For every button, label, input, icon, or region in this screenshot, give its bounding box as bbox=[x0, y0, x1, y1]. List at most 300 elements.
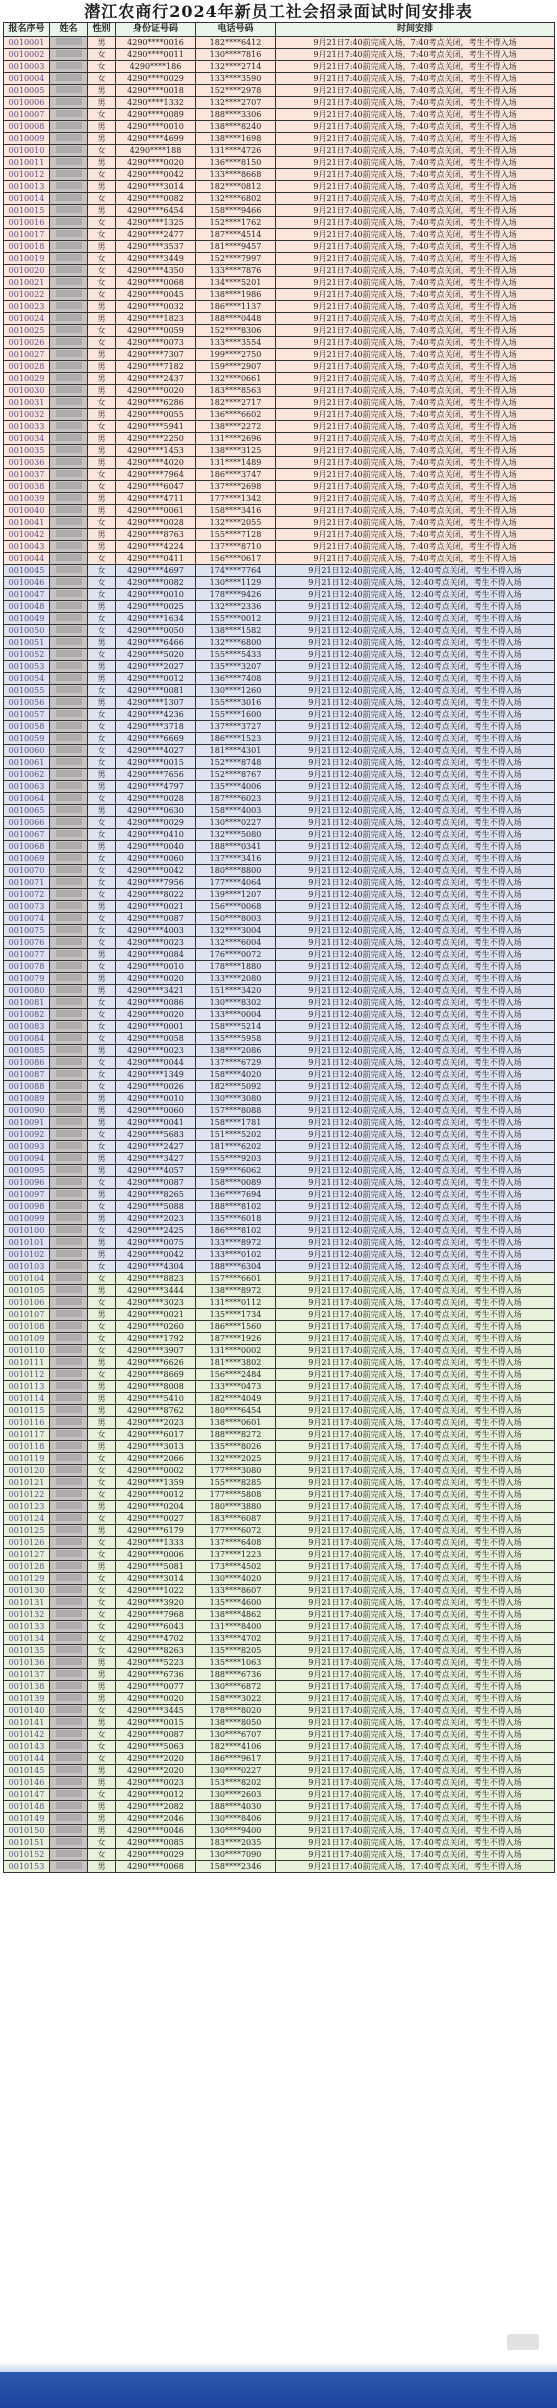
phone-cell: 186****1560 bbox=[196, 1321, 276, 1333]
redaction-blur bbox=[56, 638, 82, 645]
phone-cell: 132****2025 bbox=[196, 1453, 276, 1465]
phone-cell: 155****3016 bbox=[196, 697, 276, 709]
gender-cell: 男 bbox=[88, 1309, 116, 1321]
table-row bbox=[4, 745, 555, 757]
reg-no-cell: 0010057 bbox=[4, 709, 50, 721]
reg-no-cell: 0010014 bbox=[4, 193, 50, 205]
redaction-blur bbox=[56, 1478, 82, 1485]
reg-no-cell: 0010070 bbox=[4, 865, 50, 877]
reg-no-cell: 0010113 bbox=[4, 1381, 50, 1393]
table-row bbox=[4, 961, 555, 973]
reg-no-cell: 0010002 bbox=[4, 49, 50, 61]
gender-cell: 男 bbox=[88, 361, 116, 373]
schedule-cell: 9月21日17:40前完成入场，17:40考点关闭，考生不得入场 bbox=[276, 1465, 555, 1477]
gender-cell: 男 bbox=[88, 433, 116, 445]
phone-cell: 177****4064 bbox=[196, 877, 276, 889]
gender-cell: 女 bbox=[88, 1633, 116, 1645]
redaction-blur bbox=[56, 830, 82, 837]
schedule-cell: 9月21日7:40前完成入场，7:40考点关闭，考生不得入场 bbox=[276, 73, 555, 85]
id-number-cell: 4290****0084 bbox=[116, 949, 196, 961]
reg-no-cell: 0010121 bbox=[4, 1477, 50, 1489]
redaction-blur bbox=[56, 1562, 82, 1569]
phone-cell: 158****5214 bbox=[196, 1021, 276, 1033]
table-row bbox=[4, 913, 555, 925]
reg-no-cell: 0010047 bbox=[4, 589, 50, 601]
redaction-blur bbox=[56, 1034, 82, 1041]
phone-cell: 132****0661 bbox=[196, 373, 276, 385]
table-row bbox=[4, 1777, 555, 1789]
redaction-blur bbox=[56, 86, 82, 93]
phone-cell: 133****3554 bbox=[196, 337, 276, 349]
phone-cell: 158****4020 bbox=[196, 1069, 276, 1081]
table-row bbox=[4, 841, 555, 853]
name-cell-redacted bbox=[50, 133, 88, 145]
gender-cell: 男 bbox=[88, 541, 116, 553]
redaction-blur bbox=[56, 422, 82, 429]
id-number-cell: 4290****1453 bbox=[116, 445, 196, 457]
id-number-cell: 4290****0085 bbox=[116, 1837, 196, 1849]
reg-no-cell: 0010021 bbox=[4, 277, 50, 289]
id-number-cell: 4290****2023 bbox=[116, 1417, 196, 1429]
table-row bbox=[4, 205, 555, 217]
gender-cell: 女 bbox=[88, 1273, 116, 1285]
gender-cell: 女 bbox=[88, 1729, 116, 1741]
redaction-blur bbox=[56, 1298, 82, 1305]
redaction-blur bbox=[56, 1154, 82, 1161]
name-cell-redacted bbox=[50, 1813, 88, 1825]
phone-cell: 188****8272 bbox=[196, 1429, 276, 1441]
phone-cell: 176****0072 bbox=[196, 949, 276, 961]
gender-cell: 男 bbox=[88, 157, 116, 169]
id-number-cell: 4290****0026 bbox=[116, 1081, 196, 1093]
schedule-cell: 9月21日12:40前完成入场，12:40考点关闭，考生不得入场 bbox=[276, 649, 555, 661]
table-row bbox=[4, 289, 555, 301]
table-row bbox=[4, 1033, 555, 1045]
redaction-blur bbox=[56, 1838, 82, 1845]
name-cell-redacted bbox=[50, 1141, 88, 1153]
table-row bbox=[4, 661, 555, 673]
phone-cell: 159****2907 bbox=[196, 361, 276, 373]
name-cell-redacted bbox=[50, 673, 88, 685]
gender-cell: 男 bbox=[88, 349, 116, 361]
reg-no-cell: 0010055 bbox=[4, 685, 50, 697]
schedule-cell: 9月21日12:40前完成入场，12:40考点关闭，考生不得入场 bbox=[276, 853, 555, 865]
reg-no-cell: 0010073 bbox=[4, 901, 50, 913]
id-number-cell: 4290****0410 bbox=[116, 829, 196, 841]
table-row bbox=[4, 1045, 555, 1057]
schedule-cell: 9月21日17:40前完成入场，17:40考点关闭，考生不得入场 bbox=[276, 1561, 555, 1573]
phone-cell: 135****4006 bbox=[196, 781, 276, 793]
table-row bbox=[4, 1321, 555, 1333]
id-number-cell: 4290****0077 bbox=[116, 1681, 196, 1693]
redaction-blur bbox=[56, 1406, 82, 1413]
schedule-cell: 9月21日7:40前完成入场，7:40考点关闭，考生不得入场 bbox=[276, 265, 555, 277]
reg-no-cell: 0010081 bbox=[4, 997, 50, 1009]
phone-cell: 178****8020 bbox=[196, 1705, 276, 1717]
table-row bbox=[4, 553, 555, 565]
gender-cell: 男 bbox=[88, 601, 116, 613]
phone-cell: 152****2978 bbox=[196, 85, 276, 97]
redaction-blur bbox=[56, 950, 82, 957]
redaction-blur bbox=[56, 758, 82, 765]
gender-cell: 女 bbox=[88, 337, 116, 349]
table-row bbox=[4, 1753, 555, 1765]
table-row bbox=[4, 1309, 555, 1321]
phone-cell: 153****8202 bbox=[196, 1777, 276, 1789]
schedule-cell: 9月21日7:40前完成入场，7:40考点关闭，考生不得入场 bbox=[276, 301, 555, 313]
blurred-watermark bbox=[507, 2334, 539, 2350]
reg-no-cell: 0010058 bbox=[4, 721, 50, 733]
table-row bbox=[4, 1081, 555, 1093]
schedule-cell: 9月21日17:40前完成入场，17:40考点关闭，考生不得入场 bbox=[276, 1393, 555, 1405]
id-number-cell: 4290****5410 bbox=[116, 1393, 196, 1405]
reg-no-cell: 0010067 bbox=[4, 829, 50, 841]
name-cell-redacted bbox=[50, 985, 88, 997]
name-cell-redacted bbox=[50, 1801, 88, 1813]
reg-no-cell: 0010122 bbox=[4, 1489, 50, 1501]
redaction-blur bbox=[56, 494, 82, 501]
reg-no-cell: 0010006 bbox=[4, 97, 50, 109]
gender-cell: 男 bbox=[88, 805, 116, 817]
name-cell-redacted bbox=[50, 1825, 88, 1837]
reg-no-cell: 0010151 bbox=[4, 1837, 50, 1849]
reg-no-cell: 0010145 bbox=[4, 1765, 50, 1777]
id-number-cell: 4290****0042 bbox=[116, 1249, 196, 1261]
schedule-cell: 9月21日7:40前完成入场，7:40考点关闭，考生不得入场 bbox=[276, 457, 555, 469]
gender-cell: 男 bbox=[88, 1669, 116, 1681]
gender-cell: 男 bbox=[88, 1237, 116, 1249]
gender-cell: 女 bbox=[88, 1465, 116, 1477]
schedule-cell: 9月21日17:40前完成入场，17:40考点关闭，考生不得入场 bbox=[276, 1837, 555, 1849]
table-row bbox=[4, 157, 555, 169]
phone-cell: 159****6062 bbox=[196, 1165, 276, 1177]
schedule-cell: 9月21日7:40前完成入场，7:40考点关闭，考生不得入场 bbox=[276, 229, 555, 241]
schedule-cell: 9月21日17:40前完成入场，17:40考点关闭，考生不得入场 bbox=[276, 1705, 555, 1717]
table-row bbox=[4, 697, 555, 709]
id-number-cell: 4290****0010 bbox=[116, 589, 196, 601]
gender-cell: 女 bbox=[88, 1057, 116, 1069]
id-number-cell: 4290****7956 bbox=[116, 877, 196, 889]
schedule-cell: 9月21日17:40前完成入场，17:40考点关闭，考生不得入场 bbox=[276, 1405, 555, 1417]
id-number-cell: 4290****0012 bbox=[116, 673, 196, 685]
gender-cell: 女 bbox=[88, 889, 116, 901]
name-cell-redacted bbox=[50, 1837, 88, 1849]
id-number-cell: 4290****1792 bbox=[116, 1333, 196, 1345]
name-cell-redacted bbox=[50, 601, 88, 613]
schedule-cell: 9月21日7:40前完成入场，7:40考点关闭，考生不得入场 bbox=[276, 469, 555, 481]
redaction-blur bbox=[56, 890, 82, 897]
gender-cell: 男 bbox=[88, 1561, 116, 1573]
reg-no-cell: 0010018 bbox=[4, 241, 50, 253]
redaction-blur bbox=[56, 1346, 82, 1353]
reg-no-cell: 0010010 bbox=[4, 145, 50, 157]
reg-no-cell: 0010137 bbox=[4, 1669, 50, 1681]
redaction-blur bbox=[56, 938, 82, 945]
gender-cell: 男 bbox=[88, 373, 116, 385]
table-body bbox=[4, 37, 555, 1873]
phone-cell: 188****6736 bbox=[196, 1669, 276, 1681]
name-cell-redacted bbox=[50, 445, 88, 457]
schedule-cell: 9月21日7:40前完成入场，7:40考点关闭，考生不得入场 bbox=[276, 481, 555, 493]
table-row bbox=[4, 1717, 555, 1729]
phone-cell: 156****0068 bbox=[196, 901, 276, 913]
name-cell-redacted bbox=[50, 1549, 88, 1561]
reg-no-cell: 0010001 bbox=[4, 37, 50, 49]
table-row bbox=[4, 1609, 555, 1621]
reg-no-cell: 0010143 bbox=[4, 1741, 50, 1753]
schedule-cell: 9月21日17:40前完成入场，17:40考点关闭，考生不得入场 bbox=[276, 1537, 555, 1549]
reg-no-cell: 0010007 bbox=[4, 109, 50, 121]
reg-no-cell: 0010003 bbox=[4, 61, 50, 73]
gender-cell: 女 bbox=[88, 1849, 116, 1861]
reg-no-cell: 0010140 bbox=[4, 1705, 50, 1717]
redaction-blur bbox=[56, 578, 82, 585]
schedule-cell: 9月21日17:40前完成入场，17:40考点关闭，考生不得入场 bbox=[276, 1813, 555, 1825]
name-cell-redacted bbox=[50, 493, 88, 505]
reg-no-cell: 0010052 bbox=[4, 649, 50, 661]
reg-no-cell: 0010099 bbox=[4, 1213, 50, 1225]
phone-cell: 155****9203 bbox=[196, 1153, 276, 1165]
table-row bbox=[4, 1513, 555, 1525]
redaction-blur bbox=[56, 1382, 82, 1389]
phone-cell: 183****2035 bbox=[196, 1837, 276, 1849]
redaction-blur bbox=[56, 1214, 82, 1221]
reg-no-cell: 0010069 bbox=[4, 853, 50, 865]
table-row bbox=[4, 613, 555, 625]
gender-cell: 女 bbox=[88, 733, 116, 745]
id-number-cell: 4290****0010 bbox=[116, 121, 196, 133]
name-cell-redacted bbox=[50, 1417, 88, 1429]
id-number-cell: 4290****0020 bbox=[116, 385, 196, 397]
reg-no-cell: 0010130 bbox=[4, 1585, 50, 1597]
name-cell-redacted bbox=[50, 397, 88, 409]
id-number-cell: 4290****0087 bbox=[116, 913, 196, 925]
phone-cell: 136****8150 bbox=[196, 157, 276, 169]
redaction-blur bbox=[56, 1130, 82, 1137]
id-number-cell: 4290****5941 bbox=[116, 421, 196, 433]
name-cell-redacted bbox=[50, 481, 88, 493]
gender-cell: 女 bbox=[88, 685, 116, 697]
id-number-cell: 4290****0018 bbox=[116, 85, 196, 97]
name-cell-redacted bbox=[50, 1633, 88, 1645]
id-number-cell: 4290****6626 bbox=[116, 1357, 196, 1369]
column-header-gender: 性别 bbox=[88, 23, 116, 37]
id-number-cell: 4290****0082 bbox=[116, 577, 196, 589]
phone-cell: 182****6412 bbox=[196, 37, 276, 49]
schedule-cell: 9月21日12:40前完成入场，12:40考点关闭，考生不得入场 bbox=[276, 805, 555, 817]
name-cell-redacted bbox=[50, 817, 88, 829]
id-number-cell: 4290****6043 bbox=[116, 1621, 196, 1633]
phone-cell: 182****4049 bbox=[196, 1393, 276, 1405]
phone-cell: 178****9426 bbox=[196, 589, 276, 601]
redaction-blur bbox=[56, 1046, 82, 1053]
gender-cell: 男 bbox=[88, 949, 116, 961]
redaction-blur bbox=[56, 1574, 82, 1581]
gender-cell: 男 bbox=[88, 1213, 116, 1225]
redaction-blur bbox=[56, 1658, 82, 1665]
redaction-blur bbox=[56, 1586, 82, 1593]
redaction-blur bbox=[56, 278, 82, 285]
reg-no-cell: 0010117 bbox=[4, 1429, 50, 1441]
name-cell-redacted bbox=[50, 1741, 88, 1753]
schedule-cell: 9月21日7:40前完成入场，7:40考点关闭，考生不得入场 bbox=[276, 37, 555, 49]
schedule-cell: 9月21日12:40前完成入场，12:40考点关闭，考生不得入场 bbox=[276, 1201, 555, 1213]
name-cell-redacted bbox=[50, 1621, 88, 1633]
table-row bbox=[4, 1501, 555, 1513]
phone-cell: 177****1342 bbox=[196, 493, 276, 505]
gender-cell: 女 bbox=[88, 961, 116, 973]
phone-cell: 131****1489 bbox=[196, 457, 276, 469]
phone-cell: 186****1137 bbox=[196, 301, 276, 313]
gender-cell: 男 bbox=[88, 85, 116, 97]
table-row bbox=[4, 817, 555, 829]
gender-cell: 女 bbox=[88, 1597, 116, 1609]
phone-cell: 188****0341 bbox=[196, 841, 276, 853]
schedule-cell: 9月21日12:40前完成入场，12:40考点关闭，考生不得入场 bbox=[276, 613, 555, 625]
schedule-cell: 9月21日17:40前完成入场，17:40考点关闭，考生不得入场 bbox=[276, 1645, 555, 1657]
name-cell-redacted bbox=[50, 1705, 88, 1717]
id-number-cell: 4290****0012 bbox=[116, 1789, 196, 1801]
redaction-blur bbox=[56, 242, 82, 249]
reg-no-cell: 0010084 bbox=[4, 1033, 50, 1045]
gender-cell: 男 bbox=[88, 301, 116, 313]
reg-no-cell: 0010038 bbox=[4, 481, 50, 493]
name-cell-redacted bbox=[50, 721, 88, 733]
phone-cell: 155****5433 bbox=[196, 649, 276, 661]
reg-no-cell: 0010065 bbox=[4, 805, 50, 817]
reg-no-cell: 0010045 bbox=[4, 565, 50, 577]
schedule-cell: 9月21日7:40前完成入场，7:40考点关闭，考生不得入场 bbox=[276, 337, 555, 349]
schedule-cell: 9月21日7:40前完成入场，7:40考点关闭，考生不得入场 bbox=[276, 421, 555, 433]
schedule-cell: 9月21日12:40前完成入场，12:40考点关闭，考生不得入场 bbox=[276, 1177, 555, 1189]
schedule-cell: 9月21日17:40前完成入场，17:40考点关闭，考生不得入场 bbox=[276, 1489, 555, 1501]
reg-no-cell: 0010060 bbox=[4, 745, 50, 757]
id-number-cell: 4290****3920 bbox=[116, 1597, 196, 1609]
gender-cell: 男 bbox=[88, 1117, 116, 1129]
reg-no-cell: 0010020 bbox=[4, 265, 50, 277]
table-row bbox=[4, 541, 555, 553]
phone-cell: 150****8003 bbox=[196, 913, 276, 925]
redaction-blur bbox=[56, 854, 82, 861]
reg-no-cell: 0010031 bbox=[4, 397, 50, 409]
name-cell-redacted bbox=[50, 1261, 88, 1273]
gender-cell: 女 bbox=[88, 397, 116, 409]
redaction-blur bbox=[56, 1778, 82, 1785]
redaction-blur bbox=[56, 1790, 82, 1797]
redaction-blur bbox=[56, 1670, 82, 1677]
redaction-blur bbox=[56, 1274, 82, 1281]
table-row bbox=[4, 337, 555, 349]
reg-no-cell: 0010125 bbox=[4, 1525, 50, 1537]
schedule-cell: 9月21日17:40前完成入场，17:40考点关闭，考生不得入场 bbox=[276, 1333, 555, 1345]
id-number-cell: 4290****6669 bbox=[116, 733, 196, 745]
gender-cell: 女 bbox=[88, 145, 116, 157]
gender-cell: 女 bbox=[88, 169, 116, 181]
table-row bbox=[4, 1261, 555, 1273]
reg-no-cell: 0010133 bbox=[4, 1621, 50, 1633]
schedule-cell: 9月21日7:40前完成入场，7:40考点关闭，考生不得入场 bbox=[276, 397, 555, 409]
id-number-cell: 4290****0204 bbox=[116, 1501, 196, 1513]
id-number-cell: 4290****5081 bbox=[116, 1561, 196, 1573]
redaction-blur bbox=[56, 986, 82, 993]
schedule-cell: 9月21日12:40前完成入场，12:40考点关闭，考生不得入场 bbox=[276, 1189, 555, 1201]
phone-cell: 177****5808 bbox=[196, 1489, 276, 1501]
id-number-cell: 4290****4697 bbox=[116, 565, 196, 577]
name-cell-redacted bbox=[50, 1057, 88, 1069]
redaction-blur bbox=[56, 1442, 82, 1449]
table-row bbox=[4, 1393, 555, 1405]
id-number-cell: 4290****0411 bbox=[116, 553, 196, 565]
schedule-cell: 9月21日12:40前完成入场，12:40考点关闭，考生不得入场 bbox=[276, 769, 555, 781]
reg-no-cell: 0010101 bbox=[4, 1237, 50, 1249]
table-row bbox=[4, 1297, 555, 1309]
gender-cell: 男 bbox=[88, 673, 116, 685]
reg-no-cell: 0010040 bbox=[4, 505, 50, 517]
id-number-cell: 4290****0068 bbox=[116, 277, 196, 289]
id-number-cell: 4290****2477 bbox=[116, 229, 196, 241]
redaction-blur bbox=[56, 1610, 82, 1617]
redaction-blur bbox=[56, 62, 82, 69]
table-row bbox=[4, 1021, 555, 1033]
schedule-cell: 9月21日17:40前完成入场，17:40考点关闭，考生不得入场 bbox=[276, 1321, 555, 1333]
phone-cell: 138****1986 bbox=[196, 289, 276, 301]
table-row bbox=[4, 1765, 555, 1777]
table-row bbox=[4, 1177, 555, 1189]
phone-cell: 133****7876 bbox=[196, 265, 276, 277]
table-row bbox=[4, 1213, 555, 1225]
gender-cell: 男 bbox=[88, 769, 116, 781]
table-row bbox=[4, 1417, 555, 1429]
gender-cell: 女 bbox=[88, 61, 116, 73]
schedule-cell: 9月21日12:40前完成入场，12:40考点关闭，考生不得入场 bbox=[276, 757, 555, 769]
redaction-blur bbox=[56, 1142, 82, 1149]
gender-cell: 女 bbox=[88, 913, 116, 925]
gender-cell: 女 bbox=[88, 265, 116, 277]
gender-cell: 男 bbox=[88, 1441, 116, 1453]
gender-cell: 男 bbox=[88, 1381, 116, 1393]
schedule-cell: 9月21日7:40前完成入场，7:40考点关闭，考生不得入场 bbox=[276, 373, 555, 385]
name-cell-redacted bbox=[50, 1753, 88, 1765]
phone-cell: 182****4106 bbox=[196, 1741, 276, 1753]
name-cell-redacted bbox=[50, 877, 88, 889]
name-cell-redacted bbox=[50, 85, 88, 97]
reg-no-cell: 0010123 bbox=[4, 1501, 50, 1513]
phone-cell: 180****3880 bbox=[196, 1501, 276, 1513]
redaction-blur bbox=[56, 686, 82, 693]
schedule-cell: 9月21日12:40前完成入场，12:40考点关闭，考生不得入场 bbox=[276, 601, 555, 613]
name-cell-redacted bbox=[50, 145, 88, 157]
table-row bbox=[4, 85, 555, 97]
schedule-cell: 9月21日7:40前完成入场，7:40考点关闭，考生不得入场 bbox=[276, 385, 555, 397]
phone-cell: 130****2603 bbox=[196, 1789, 276, 1801]
table-row bbox=[4, 1645, 555, 1657]
name-cell-redacted bbox=[50, 1009, 88, 1021]
redaction-blur bbox=[56, 1682, 82, 1689]
name-cell-redacted bbox=[50, 517, 88, 529]
id-number-cell: 4290****2250 bbox=[116, 433, 196, 445]
table-row bbox=[4, 805, 555, 817]
id-number-cell: 4290****2023 bbox=[116, 1213, 196, 1225]
phone-cell: 187****4514 bbox=[196, 229, 276, 241]
reg-no-cell: 0010053 bbox=[4, 661, 50, 673]
name-cell-redacted bbox=[50, 1069, 88, 1081]
name-cell-redacted bbox=[50, 1321, 88, 1333]
redaction-blur bbox=[56, 1514, 82, 1521]
gender-cell: 女 bbox=[88, 1837, 116, 1849]
name-cell-redacted bbox=[50, 1537, 88, 1549]
reg-no-cell: 0010105 bbox=[4, 1285, 50, 1297]
name-cell-redacted bbox=[50, 1129, 88, 1141]
